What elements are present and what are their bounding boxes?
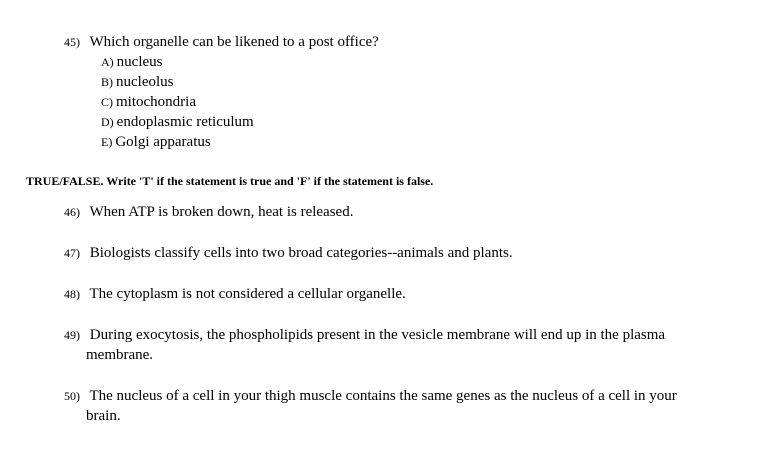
choice-text: nucleus	[116, 54, 163, 70]
question-number: 46)	[64, 205, 80, 219]
question-number: 47)	[64, 246, 80, 260]
question-49	[64, 325, 665, 345]
question-50	[64, 386, 677, 406]
choice-text: nucleolus	[116, 74, 174, 90]
choice-letter: E)	[101, 135, 113, 149]
question-49-continuation: membrane.	[86, 347, 154, 363]
choice-a	[101, 52, 163, 72]
choice-letter: C)	[101, 95, 113, 109]
choice-letter: B)	[101, 75, 113, 89]
choice-letter: D)	[101, 115, 114, 129]
choice-c	[101, 92, 196, 112]
choice-e	[101, 132, 211, 152]
question-46	[64, 202, 353, 222]
choice-text: endoplasmic reticulum	[116, 114, 254, 130]
question-text: During exocytosis, the phospholipids present in the vesicle membrane will end up in the plasma	[89, 327, 666, 343]
question-number: 45)	[64, 35, 80, 49]
question-number: 49)	[64, 328, 80, 342]
choice-text: Golgi apparatus	[115, 134, 211, 150]
choice-d	[101, 112, 254, 132]
question-number: 48)	[64, 287, 80, 301]
question-45	[64, 32, 379, 52]
question-text: When ATP is broken down, heat is released.	[89, 204, 354, 220]
question-text: Biologists classify cells into two broad categories--animals and plants.	[89, 245, 513, 261]
question-number: 50)	[64, 389, 80, 403]
question-48	[64, 284, 406, 304]
question-text: The cytoplasm is not considered a cellular organelle.	[89, 286, 406, 302]
question-text: The nucleus of a cell in your thigh muscle contains the same genes as the nucleus of a cell in your	[89, 388, 677, 404]
choice-letter: A)	[101, 55, 114, 69]
question-50-continuation: brain.	[86, 408, 121, 424]
choice-b	[101, 72, 174, 92]
section-header: TRUE/FALSE. Write 'T' if the statement is true and 'F' if the statement is false.	[26, 174, 434, 188]
choice-text: mitochondria	[116, 94, 196, 110]
question-text: Which organelle can be likened to a post office?	[89, 34, 379, 50]
question-47	[64, 243, 513, 263]
